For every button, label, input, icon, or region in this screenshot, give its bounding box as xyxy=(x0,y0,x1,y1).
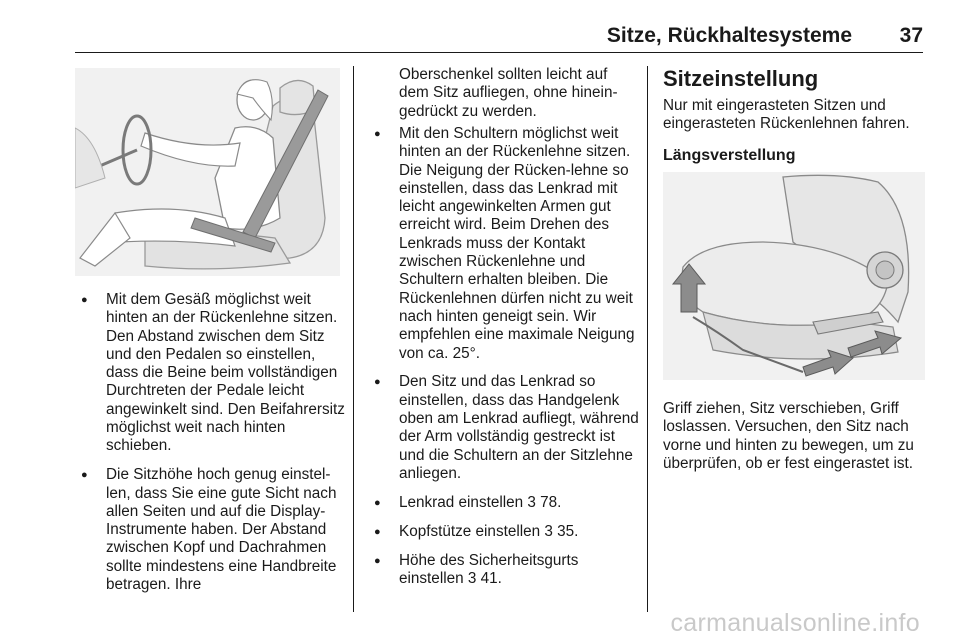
seat-adjustment-illustration-icon xyxy=(663,172,925,380)
list-item: ● Den Sitz und das Lenkrad so einstellen, dass das Handgelenk oben am Lenkrad aufliegt, während der Arm vollständig gestreckt ist und die Schultern an der Sitzlehne anliegen. xyxy=(368,373,640,483)
list-item: ● Kopfstütze einstellen 3 35. xyxy=(368,523,640,541)
page-number: 37 xyxy=(899,24,923,47)
adjustment-caption: Griff ziehen, Sitz verschieben, Griff loslassen. Versuchen, den Sitz nach vorne und hinten zu bewegen, um zu überprüfen, ob er fest eingerastet ist. xyxy=(663,400,914,472)
intro-paragraph: Nur mit eingerasteten Sitzen und eingerasteten Rückenlehnen fahren. xyxy=(663,97,910,133)
middle-bullet-list xyxy=(368,125,640,599)
list-item: ● Mit den Schultern möglichst weit hinten an der Rückenlehne sitzen. Die Neigung der Rücken-lehne so einstellen, dass das Lenkrad mit leicht angewinkelten Armen gut erreicht wird. Beim Drehen des Lenkrads muss der Kontakt zwischen Rückenlehne und Schultern erhalten bleiben. Die Rückenlehnen dürfen nicht zu weit nach hinten geneigt sein. Wir empfehlen eine maximale Neigung von ca. 25°. xyxy=(368,125,640,363)
column-divider-left xyxy=(353,66,354,612)
section-heading: Sitzeinstellung xyxy=(663,66,819,91)
running-header-title: Sitze, Rückhaltesysteme xyxy=(606,24,852,47)
watermark: carmanualsonline.info xyxy=(670,609,920,637)
column-divider-right xyxy=(647,66,648,612)
list-item: ● Höhe des Sicherheitsgurts einstellen 3 41. xyxy=(368,552,640,589)
list-item: ● Lenkrad einstellen 3 78. xyxy=(368,494,640,512)
list-item: ● Mit dem Gesäß möglichst weit hinten an der Rückenlehne sitzen. Den Abstand zwischen dem Sitz und den Pedalen so einstellen, dass die Beine beim vollständigen Durchtreten der Pedale leicht angewinkelt sind. Den Beifahrersitz möglichst weit nach hinten schieben. xyxy=(75,291,345,456)
header-rule xyxy=(75,52,923,53)
left-bullet-list xyxy=(75,291,345,605)
seated-driver-illustration-icon xyxy=(75,68,340,276)
continuation-paragraph: Oberschenkel sollten leicht auf dem Sitz aufliegen, ohne hinein-gedrückt zu werden. xyxy=(399,66,618,120)
list-item: ● Die Sitzhöhe hoch genug einstel-len, dass Sie eine gute Sicht nach allen Seiten und auf die Display-Instrumente haben. Der Abstand zwischen Kopf und Dachrahmen sollte mindestens eine Handbreite betragen. Ihre xyxy=(75,466,345,594)
subsection-heading: Längsverstellung xyxy=(663,147,796,164)
